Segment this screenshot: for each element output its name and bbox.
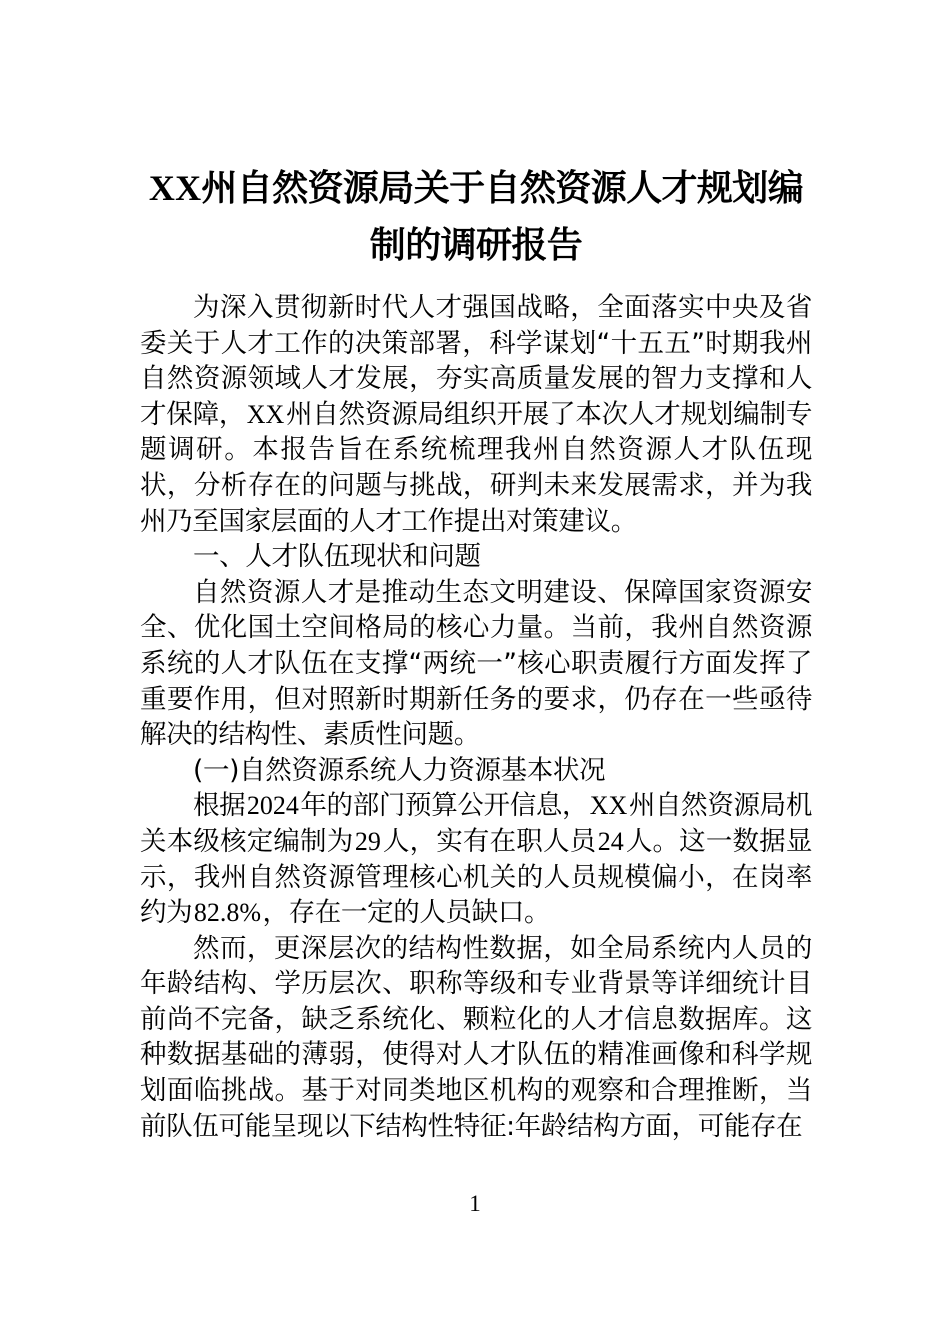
- title-latin-prefix: XX: [148, 168, 202, 208]
- page-number: 1: [469, 1191, 481, 1216]
- latin-run: 29: [354, 826, 381, 856]
- latin-run: XX: [246, 399, 285, 429]
- page-title: [140, 0, 812, 290]
- paragraph-intro: 为深入贯彻新时代人才强国战略，全面落实中央及省委关于人才工作的决策部署，科学谋划“十五五”时期我州自然资源领域人才发展，夯实高质量发展的智力支撑和人才保障，XX州自然资源局组织开展了本次人才规划编制专题调研。本报告旨在系统梳理我州自然资源人才队伍现状，分析存在的问题与挑战，研判未来发展需求，并为我州乃至国家层面的人才工作提出对策建议。: [140, 292, 813, 537]
- paragraph-section-1-body: 自然资源人才是推动生态文明建设、保障国家资源安全、优化国土空间格局的核心力量。当前，我州自然资源系统的人才队伍在支撑“两统一”核心职责履行方面发挥了重要作用，但对照新时期新任务的要求，仍存在一些亟待解决的结构性、素质性问题。: [140, 576, 812, 751]
- latin-run: 82.8%: [193, 898, 261, 928]
- latin-run: 24: [597, 826, 624, 856]
- paragraph-data-gaps: 然而，更深层次的结构性数据，如全局系统内人员的年龄结构、学历层次、职称等级和专业背景等详细统计目前尚不完备，缺乏系统化、颗粒化的人才信息数据库。这种数据基础的薄弱，使得对人才队伍的精准画像和科学规划面临挑战。基于对同类地区机构的观察和合理推断，当前队伍可能呈现以下结构性特征:年龄结构方面，可能存在: [140, 932, 812, 1142]
- heading-section-1: 一、人才队伍现状和问题: [193, 541, 481, 573]
- latin-run: 2024: [246, 791, 299, 821]
- title-cjk-text: 州自然资源局关于自然资源人才规划编制的调研报告: [201, 168, 804, 266]
- latin-run: XX: [589, 791, 628, 821]
- paragraph-staffing-figures: 根据2024年的部门预算公开信息，XX州自然资源局机关本级核定编制为29人，实有在职人员24人。这一数据显示，我州自然资源管理核心机关的人员规模偏小，在岗率约为82.8%，存在一定的人员缺口。: [140, 790, 813, 929]
- heading-subsection-1-1: (一)自然资源系统人力资源基本状况: [193, 754, 606, 786]
- document-content: [140, 0, 812, 1144]
